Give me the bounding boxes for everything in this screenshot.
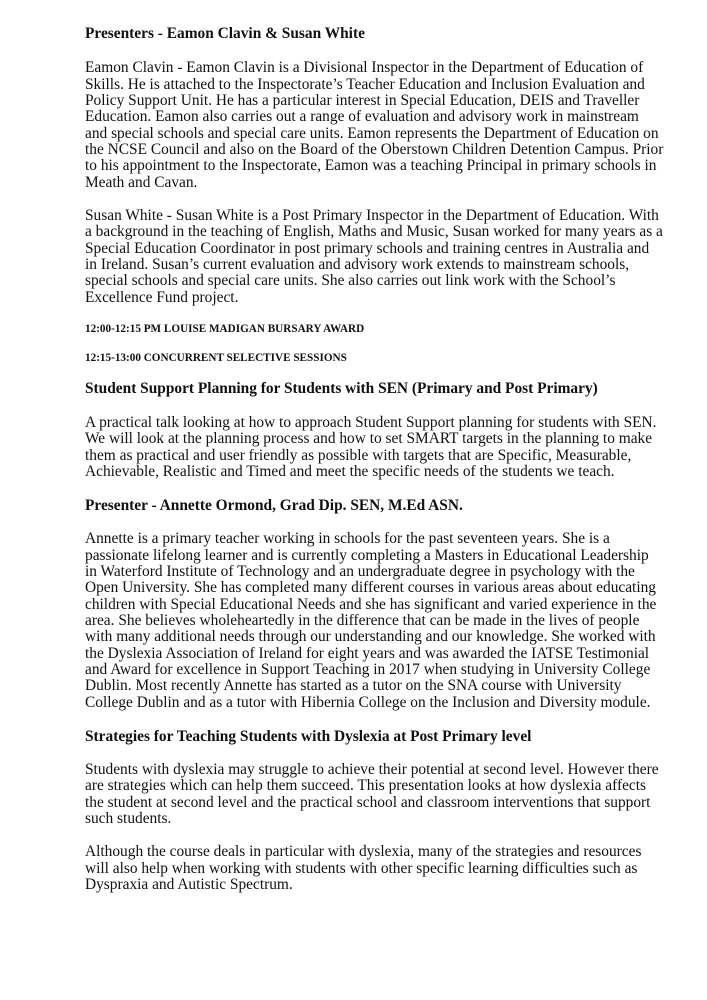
- text-line: them as practical and user friendly as possible with targets that are Specific, Measurable,: [85, 447, 632, 464]
- text-line: in Ireland. Susan’s current evaluation and advisory work extends to mainstream schools,: [85, 256, 630, 273]
- text-line: College Dublin and as a tutor with Hibernia College on the Inclusion and Diversity module.: [85, 694, 651, 711]
- session2-title: Strategies for Teaching Students with Dyslexia at Post Primary level: [85, 728, 532, 745]
- text-line: Policy Support Unit. He has a particular interest in Special Education, DEIS and Traveller: [85, 92, 640, 109]
- text-line: a background in the teaching of English, Maths and Music, Susan worked for many years as a: [85, 223, 663, 240]
- text-line: special schools and special care units. She also carries out link work with the School’s: [85, 272, 616, 289]
- text-line: We will look at the planning process and how to set SMART targets in the planning to make: [85, 430, 653, 447]
- text-line: and Award for excellence in Support Teaching in 2017 when studying in University College: [85, 661, 651, 678]
- text-line: such students.: [85, 810, 172, 827]
- text-line: Open University. She has completed many different courses in various areas about educating: [85, 579, 656, 596]
- text-line: Susan White - Susan White is a Post Primary Inspector in the Department of Education. With: [85, 207, 659, 224]
- text-line: to his appointment to the Inspectorate, Eamon was a teaching Principal in primary schools in: [85, 157, 657, 174]
- text-line: Meath and Cavan.: [85, 174, 198, 191]
- text-line: Education. Eamon also carries out a range of evaluation and advisory work in mainstream: [85, 108, 639, 125]
- text-line: the student at second level and the practical school and classroom interventions that support: [85, 794, 651, 811]
- text-line: and special schools and special care units. Eamon represents the Department of Education on: [85, 125, 659, 142]
- schedule-concurrent-sessions: 12:15-13:00 CONCURRENT SELECTIVE SESSIONS: [85, 352, 347, 364]
- text-line: area. She believes wholeheartedly in the difference that can be made in the lives of people: [85, 612, 640, 629]
- text-line: the NCSE Council and also on the Board of the Oberstown Children Detention Campus. Prior: [85, 141, 664, 158]
- text-line: Excellence Fund project.: [85, 289, 239, 306]
- text-line: Annette is a primary teacher working in schools for the past seventeen years. She is a: [85, 530, 610, 547]
- presenters-heading: Presenters - Eamon Clavin & Susan White: [85, 25, 365, 42]
- text-line: in Waterford Institute of Technology and an undergraduate degree in psychology with the: [85, 563, 635, 580]
- text-line: children with Special Educational Needs and she has significant and varied experience in the: [85, 596, 657, 613]
- text-line: Students with dyslexia may struggle to achieve their potential at second level. However there: [85, 761, 659, 778]
- text-line: passionate lifelong learner and is currently completing a Masters in Educational Leadership: [85, 547, 649, 564]
- text-line: Skills. He is attached to the Inspectorate’s Teacher Education and Inclusion Evaluation and: [85, 76, 645, 93]
- text-line: Achievable, Realistic and Timed and meet the specific needs of the students we teach.: [85, 463, 615, 480]
- schedule-bursary-award: 12:00-12:15 PM LOUISE MADIGAN BURSARY AWARD: [85, 323, 365, 335]
- text-line: A practical talk looking at how to approach Student Support planning for students with SEN.: [85, 414, 657, 431]
- text-line: Dyspraxia and Autistic Spectrum.: [85, 876, 293, 893]
- text-line: Eamon Clavin - Eamon Clavin is a Divisional Inspector in the Department of Education of: [85, 59, 644, 76]
- session-title: Student Support Planning for Students with SEN (Primary and Post Primary): [85, 380, 598, 397]
- text-line: Special Education Coordinator in post primary schools and training centres in Australia and: [85, 240, 650, 257]
- text-line: the Dyslexia Association of Ireland for eight years and was awarded the IATSE Testimonial: [85, 645, 650, 662]
- text-line: with many additional needs through our understanding and our knowledge. She worked with: [85, 628, 656, 645]
- text-line: Dublin. Most recently Annette has started as a tutor on the SNA course with University: [85, 677, 622, 694]
- text-line: will also help when working with students with other specific learning difficulties such as: [85, 860, 638, 877]
- presenter-heading: Presenter - Annette Ormond, Grad Dip. SEN, M.Ed ASN.: [85, 497, 463, 514]
- text-line: are strategies which can help them succeed. This presentation looks at how dyslexia affects: [85, 777, 647, 794]
- text-line: Although the course deals in particular with dyslexia, many of the strategies and resources: [85, 843, 642, 860]
